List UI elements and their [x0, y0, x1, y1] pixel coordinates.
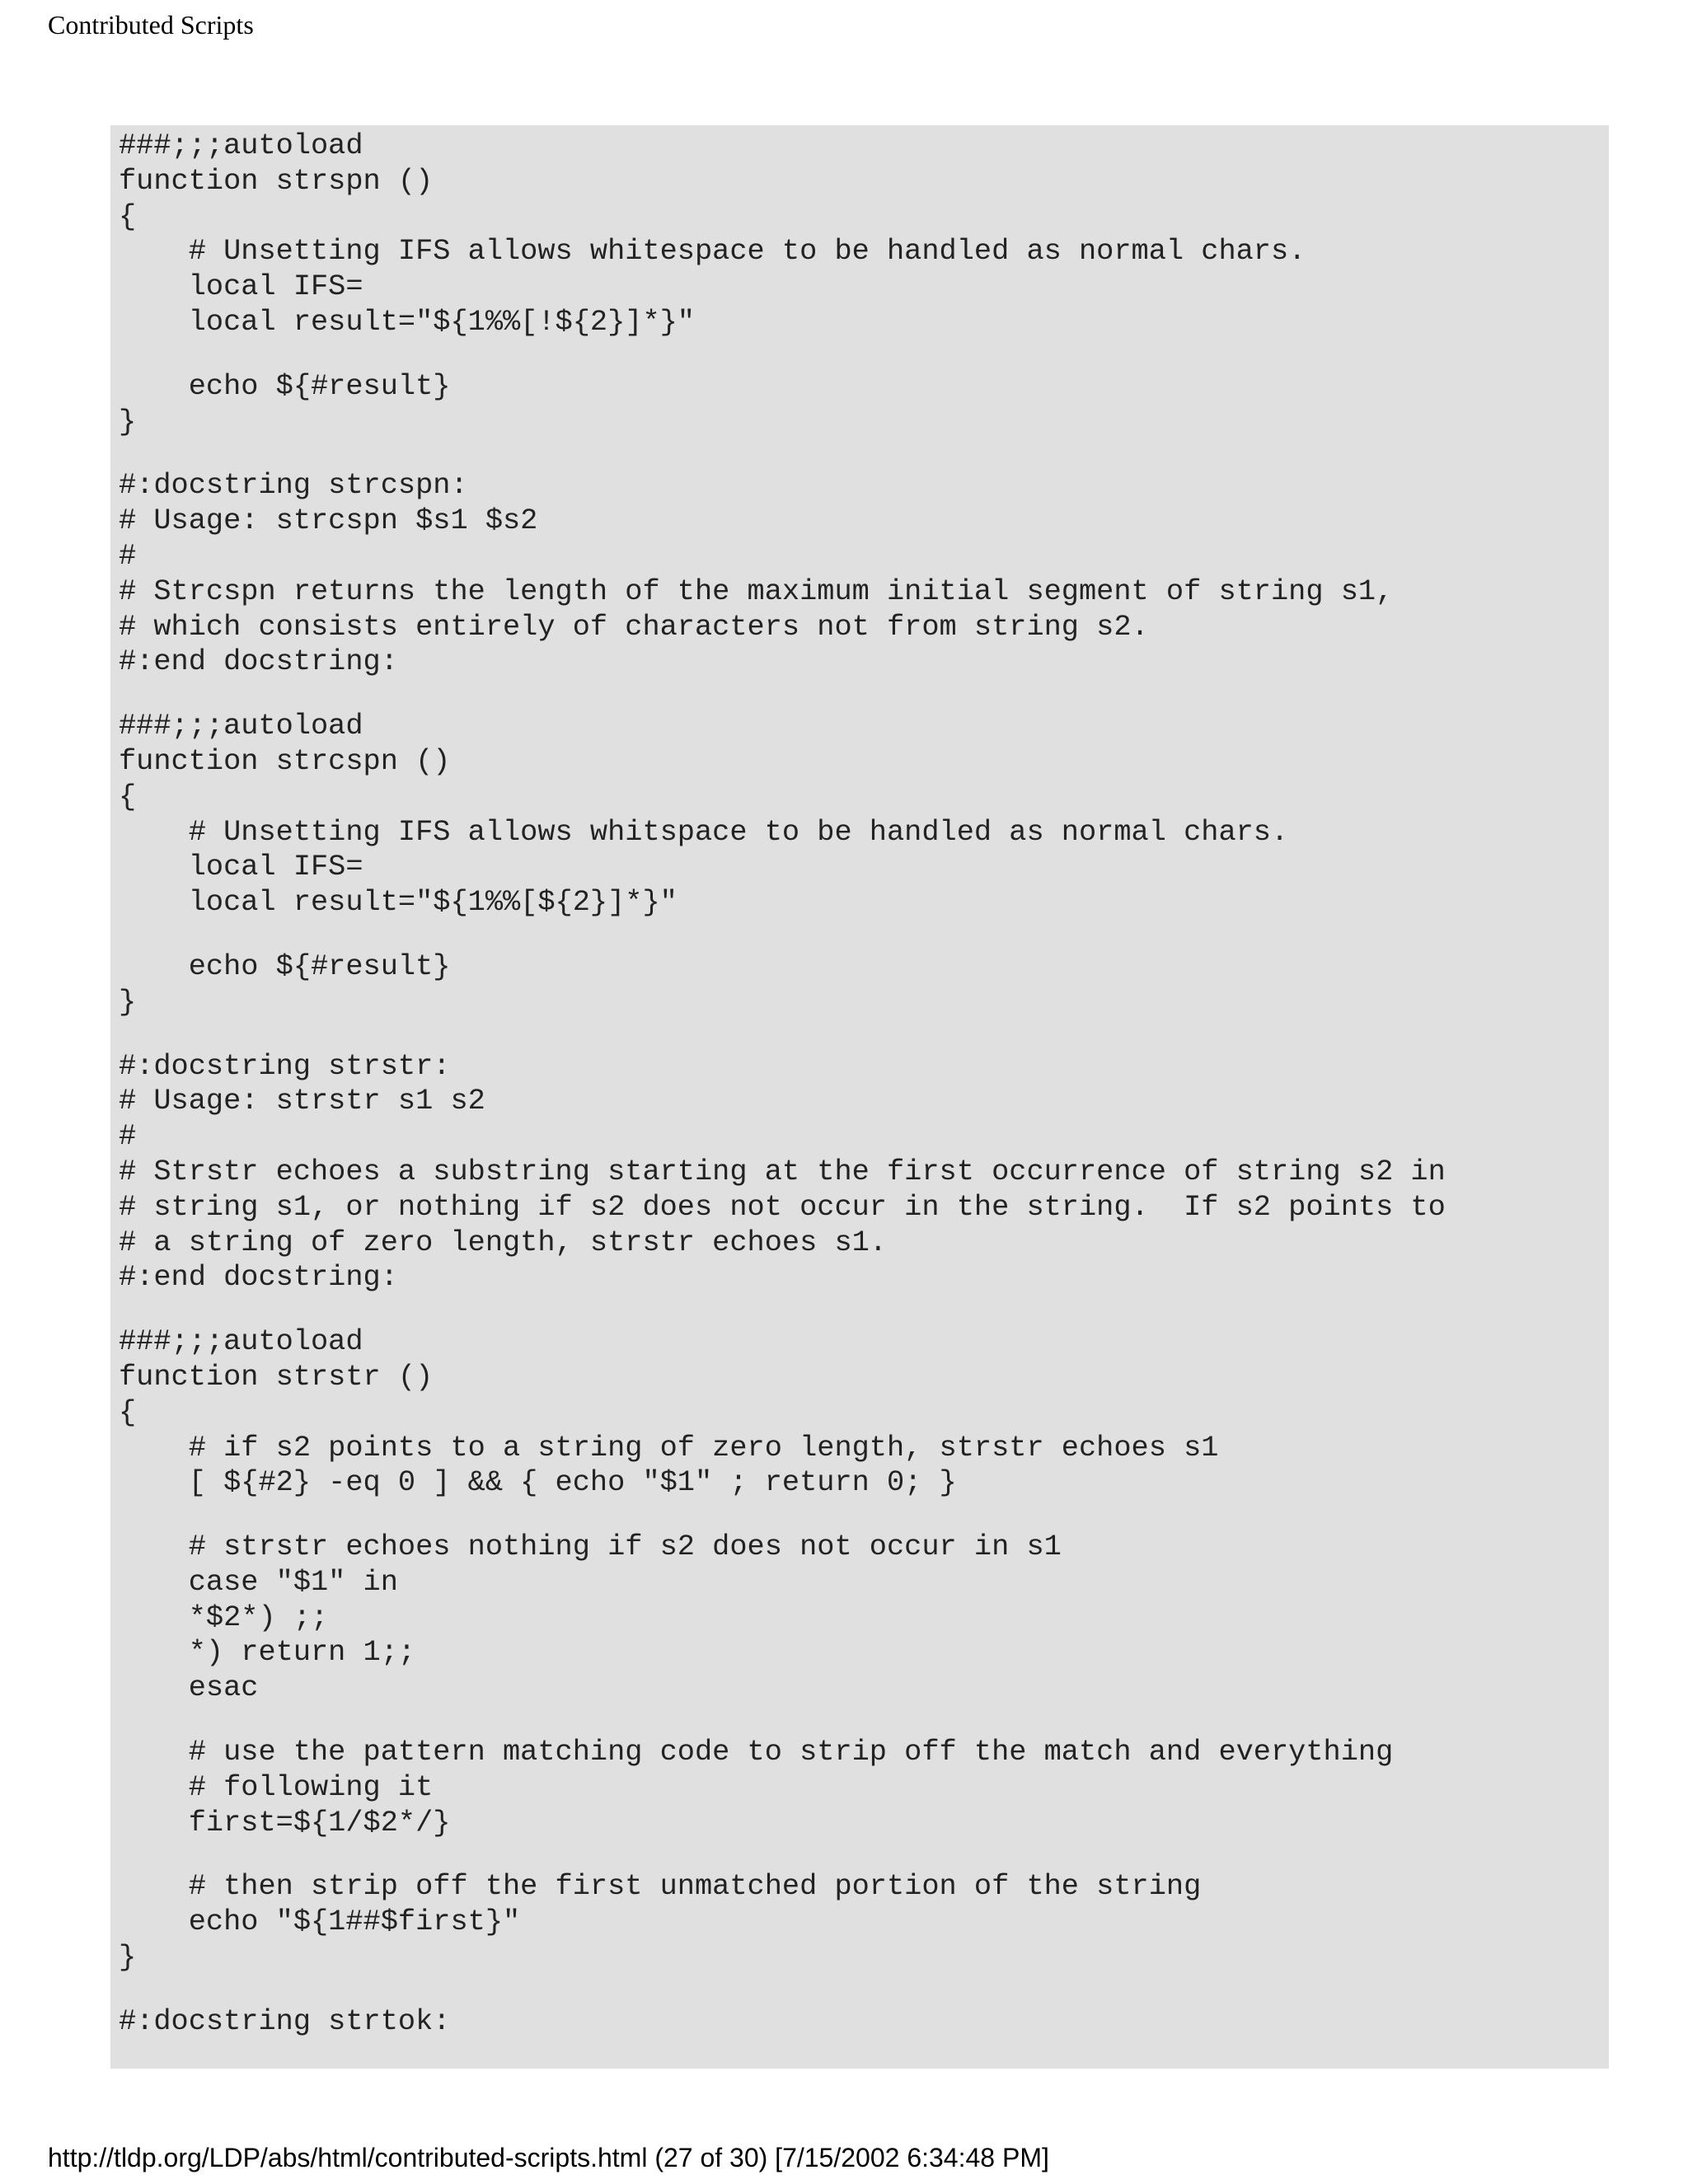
code-line: # following it	[119, 1770, 434, 1804]
code-line: }	[119, 985, 137, 1019]
code-line: # Usage: strstr s1 s2	[119, 1085, 485, 1118]
code-line	[119, 1706, 1609, 1735]
code-line: #:docstring strtok:	[119, 2004, 451, 2038]
code-line: function strcspn ()	[119, 744, 451, 778]
code-line	[119, 1501, 1609, 1530]
page-header: Contributed Scripts	[48, 10, 254, 40]
code-line: # string s1, or nothing if s2 does not occur in the string. If s2 points to	[119, 1190, 1446, 1224]
code-line: # use the pattern matching code to strip off the match and everything	[119, 1736, 1394, 1769]
code-line: # Unsetting IFS allows whitspace to be handled as normal chars.	[119, 815, 1289, 849]
code-line: *) return 1;;	[119, 1636, 416, 1670]
code-line: # Unsetting IFS allows whitespace to be handled as normal chars.	[119, 235, 1306, 269]
code-line: ###;;;autoload	[119, 1325, 363, 1359]
code-line: ###;;;autoload	[119, 129, 363, 162]
code-line: # strstr echoes nothing if s2 does not occur in s1	[119, 1530, 1062, 1564]
code-lines	[119, 125, 1609, 2040]
code-line: local result="${1%%[${2}]*}"	[119, 886, 678, 920]
code-line: ###;;;autoload	[119, 710, 363, 743]
code-line: }	[119, 1941, 137, 1975]
code-line: {	[119, 199, 137, 233]
code-line: [ ${#2} -eq 0 ] && { echo "$1" ; return 0; }	[119, 1466, 957, 1500]
code-line: case "$1" in	[119, 1565, 398, 1599]
code-line: #:docstring strstr:	[119, 1049, 451, 1083]
code-line: echo "${1##$first}"	[119, 1905, 521, 1939]
code-line: echo ${#result}	[119, 949, 451, 983]
code-line: #:end docstring:	[119, 645, 398, 679]
code-line: #	[119, 539, 137, 573]
code-line	[119, 680, 1609, 709]
code-line: local result="${1%%[!${2}]*}"	[119, 305, 695, 339]
code-line	[119, 439, 1609, 468]
code-line: echo ${#result}	[119, 369, 451, 403]
code-line: *$2*) ;;	[119, 1601, 329, 1634]
code-line	[119, 340, 1609, 369]
code-line: function strstr ()	[119, 1360, 434, 1394]
code-line: # Usage: strcspn $s1 $s2	[119, 504, 538, 538]
code-line: }	[119, 405, 137, 438]
code-line: function strspn ()	[119, 164, 434, 198]
code-line	[119, 1020, 1609, 1049]
code-line	[119, 921, 1609, 949]
code-line: # then strip off the first unmatched portion of the string	[119, 1870, 1202, 1904]
code-line: #:docstring strcspn:	[119, 469, 468, 503]
code-line: #	[119, 1120, 137, 1154]
code-line: esac	[119, 1671, 259, 1705]
code-line: # if s2 points to a string of zero length, strstr echoes s1	[119, 1431, 1219, 1465]
code-line: # Strcspn returns the length of the maximum initial segment of string s1,	[119, 574, 1394, 608]
code-line: local IFS=	[119, 851, 363, 884]
code-line: # which consists entirely of characters not from string s2.	[119, 610, 1149, 644]
code-line: # Strstr echoes a substring starting at the first occurrence of string s2 in	[119, 1155, 1446, 1188]
code-line: #:end docstring:	[119, 1261, 398, 1295]
code-line	[119, 1840, 1609, 1869]
code-block	[110, 125, 1609, 2069]
code-line	[119, 1296, 1609, 1324]
code-line	[119, 1975, 1609, 2004]
code-line: # a string of zero length, strstr echoes s1.	[119, 1226, 887, 1259]
page-footer-url: http://tldp.org/LDP/abs/html/contributed-scripts.html (27 of 30) [7/15/2002 6:34:48 PM]	[48, 2143, 1049, 2172]
code-line: {	[119, 1395, 137, 1429]
code-line: local IFS=	[119, 270, 363, 304]
code-line: {	[119, 780, 137, 813]
code-line: first=${1/$2*/}	[119, 1806, 451, 1840]
